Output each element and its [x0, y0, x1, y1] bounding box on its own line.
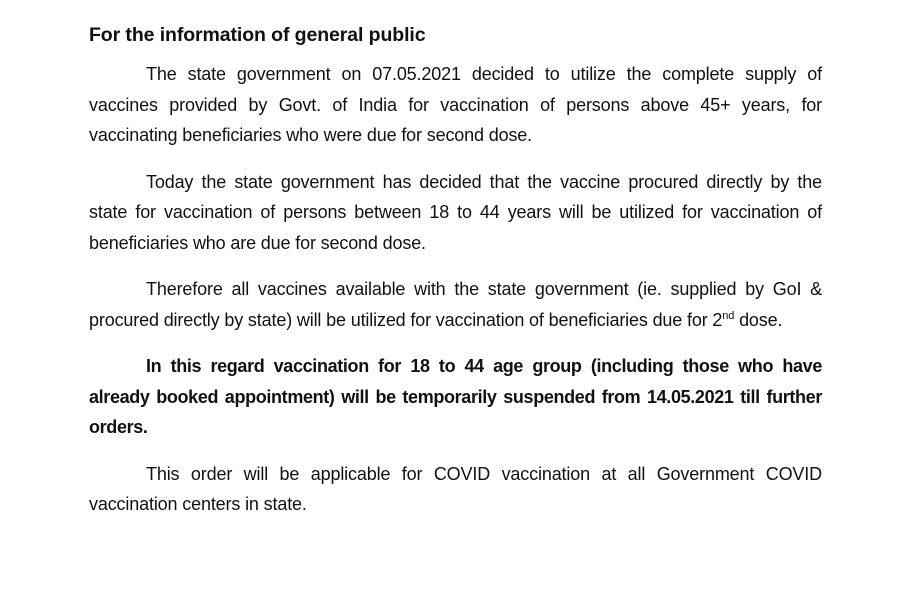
document-page	[89, 20, 822, 536]
paragraph-3	[89, 274, 822, 335]
paragraph-1: The state government on 07.05.2021 decided to utilize the complete supply of vaccines provided by Govt. of India for vaccination of persons above 45+ years, for vaccinating beneficiaries who were due for second dose.	[89, 64, 822, 145]
paragraph-4-notice: In this regard vaccination for 18 to 44 age group (including those who have already booked appointment) will be temporarily suspended from 14.05.2021 till further orders.	[89, 356, 822, 437]
paragraph-3-text: Therefore all vaccines available with the state government (ie. supplied by GoI & procured directly by state) will be utilized for vaccination of beneficiaries due for 2	[89, 279, 822, 330]
paragraph-2: Today the state government has decided that the vaccine procured directly by the state for vaccination of persons between 18 to 44 years will be utilized for vaccination of beneficiaries who are due for second dose.	[89, 171, 822, 253]
paragraph-3-end: dose.	[734, 309, 783, 330]
paragraph-5: This order will be applicable for COVID vaccination at all Government COVID vaccination centers in state.	[89, 463, 822, 514]
ordinal-superscript: nd	[722, 309, 735, 322]
document-title: For the information of general public	[89, 24, 426, 46]
